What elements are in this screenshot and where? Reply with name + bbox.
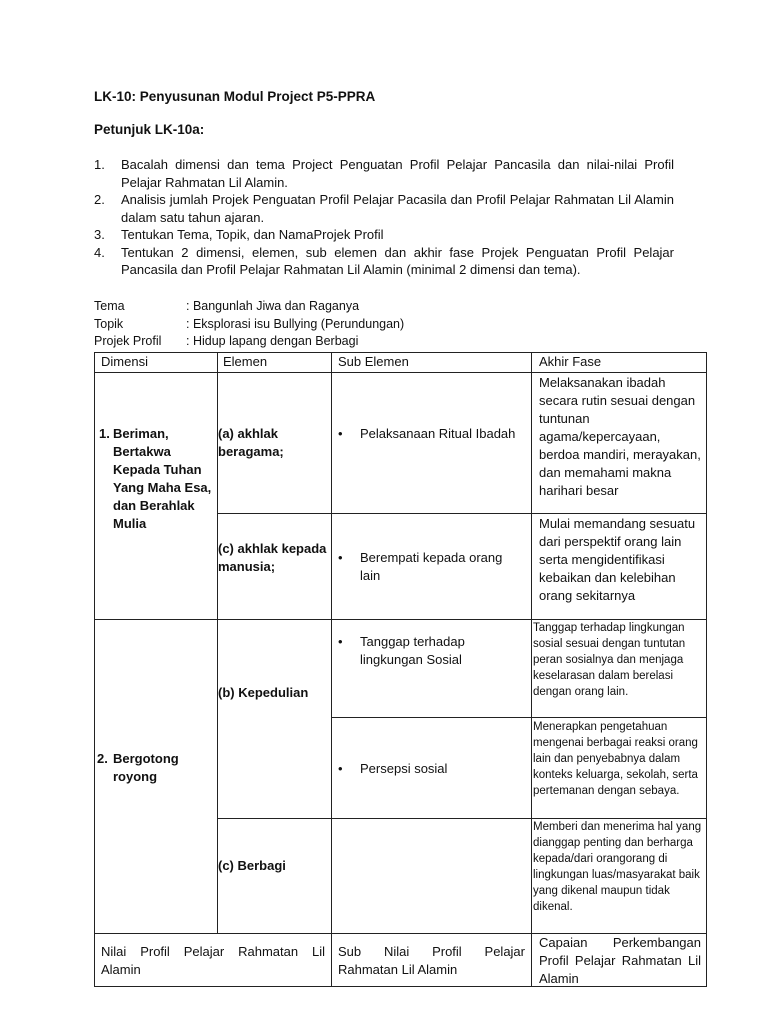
instruction-item: 1. Bacalah dimensi dan tema Project Penguatan Profil Pelajar Pancasila dan nilai-nilai Profil Pelajar Rahmatan Lil Alamin. [94, 157, 674, 190]
dimension-number: 2. [97, 751, 108, 766]
footer-nilai-label: Nilai Profil Pelajar Rahmatan Lil Alamin [101, 944, 325, 977]
instruction-item: 2. Analisis jumlah Projek Penguatan Profil Pelajar Pacasila dan Profil Pelajar Rahmatan Lil Alamin dalam satu tahun ajaran. [94, 192, 674, 225]
akhir-fase-text: Tanggap terhadap lingkungan sosial sesuai dengan tuntutan peran sosialnya dan menjaga keselarasan dalam berelasi dengan orang lain. [533, 622, 686, 698]
akhir-fase-text: Menerapkan pengetahuan mengenai berbagai reaksi orang lain dan penyebabnya dalam konteks keluarga, sekolah, serta pertemanan dengan sebaya. [533, 721, 698, 797]
element-label: (c) Berbagi [218, 858, 286, 873]
header-dimensi: Dimensi [101, 354, 148, 369]
akhir-fase-text: Memberi dan menerima hal yang dianggap penting dan berharga kepada/dari orangorang di lingkungan luas/masyarakat baik yang dikenal maupun tidak dikenal. [533, 821, 702, 913]
footer-capaian-label: Capaian Perkembangan Profil Pelajar Rahmatan Lil Alamin [539, 935, 701, 986]
bullet-icon: • [338, 634, 343, 649]
instruction-item: 3. Tentukan Tema, Topik, dan NamaProjek Profil [94, 227, 384, 242]
akhir-fase-text: Mulai memandang sesuatu dari perspektif orang lain serta mengidentifikasi kebaikan dan kelebihan orang sekitarnya [539, 516, 696, 603]
meta-tema: Tema : Bangunlah Jiwa dan Raganya [94, 299, 360, 313]
bullet-icon: • [338, 761, 343, 776]
sub-element-label: Persepsi sosial [360, 761, 448, 776]
element-label: (b) Kepedulian [218, 685, 309, 700]
dimension-number: 1. [99, 426, 110, 441]
sub-element-label: Tanggap terhadap lingkungan Sosial [360, 634, 465, 667]
header-akhir-fase: Akhir Fase [539, 354, 602, 369]
sub-element-cell [331, 818, 532, 934]
header-sub-elemen: Sub Elemen [338, 354, 409, 369]
element-cell [217, 619, 332, 819]
bullet-icon: • [338, 550, 343, 565]
sub-element-label: Berempati kepada orang lain [360, 550, 503, 583]
dimension-label: Beriman, Bertakwa Kepada Tuhan Yang Maha Esa, dan Berahlak Mulia [113, 426, 212, 531]
header-elemen: Elemen [223, 354, 268, 369]
meta-topik: Topik : Eksplorasi isu Bullying (Perundungan) [94, 316, 405, 331]
element-label: (c) akhlak kepada manusia; [218, 541, 327, 574]
document-title: LK-10: Penyusunan Modul Project P5-PPRA [94, 89, 376, 104]
instructions-heading: Petunjuk LK-10a: [94, 122, 205, 137]
element-label: (a) akhlak beragama; [218, 426, 284, 459]
instruction-item: 4. Tentukan 2 dimensi, elemen, sub elemen dan akhir fase Projek Penguatan Profil Pelajar Pancasila dan Profil Pelajar Rahmatan Lil Alamin (minimal 2 dimensi dan tema). [94, 244, 674, 277]
akhir-fase-text: Melaksanakan ibadah secara rutin sesuai dengan tuntunan agama/kepercayaan, berdoa mandiri, merayakan, dan memahami makna harihari besar [539, 375, 701, 498]
dimension-label: Bergotong royong [113, 751, 179, 784]
footer-sub-nilai-label: Sub Nilai Profil Pelajar Rahmatan Lil Alamin [338, 944, 525, 977]
meta-projek: Projek Profil : Hidup lapang dengan Berbagi [94, 334, 359, 348]
sub-element-cell [331, 372, 532, 514]
element-cell [217, 818, 332, 934]
bullet-icon: • [338, 426, 343, 441]
sub-element-label: Pelaksanaan Ritual Ibadah [360, 426, 516, 441]
